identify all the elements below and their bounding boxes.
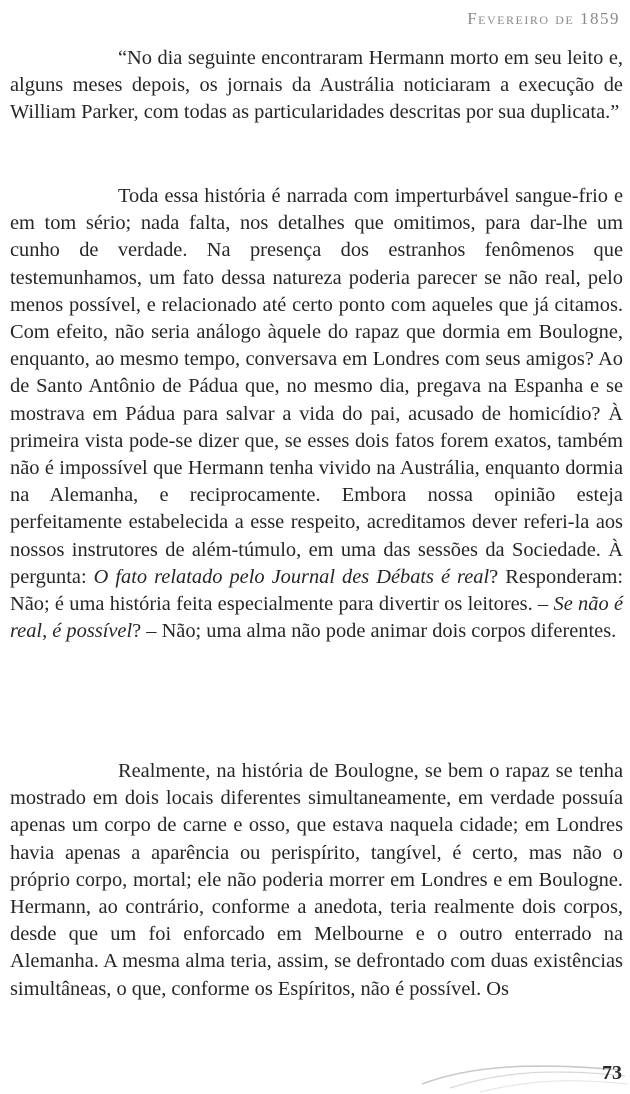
paragraph-3: Realmente, na história de Boulogne, se bem o rapaz se tenha mostrado em dois locais diferentes simultaneamente, em verdade possuía apenas um corpo de carne e osso, que estava naquela cidade; em Londres havia apenas a aparência ou perispírito, tangível, é certo, mas não o próprio corpo, mortal; ele não poderia morrer em Londres e em Boulogne. Hermann, ao contrário, conforme a anedota, teria realmente dois corpos, desde que um foi enforcado em Melbourne e o outro enterrado na Alemanha. A mesma alma teria, assim, se defrontado com duas existências simultâneas, o que, conforme os Espíritos, não é possível. Os <box>10 760 623 1000</box>
footer-swoosh-ornament <box>420 1058 630 1094</box>
running-header: Fevereiro de 1859 <box>467 9 620 28</box>
page-number: 73 <box>602 1062 622 1084</box>
paragraph-2-text-c: ? Responderam: Não; é uma história feita especialmente para divertir os leitores. – <box>10 565 624 616</box>
paragraph-1: “No dia seguinte encontraram Hermann morto em seu leito e, alguns meses depois, os jornais da Austrália noticiaram a execução de William Parker, com todas as particularidades descritas por sua duplicata.” <box>10 47 623 124</box>
paragraph-2-text-e: ? – Não; uma alma não pode animar dois corpos diferentes. <box>132 620 617 643</box>
paragraph-2-text-a: Toda essa história é narrada com imperturbável sangue-frio e em tom sério; nada falta, nos detalhes que omitimos, para dar-lhe um cunho de verdade. Na presença dos estranhos fenômenos que testemunhamos, um fato dessa natureza poderia parecer se não real, pelo menos possível, e relacionado até certo ponto com aqueles que já citamos. Com efeito, não seria análogo àquele do rapaz que dormia em Boulogne, enquanto, ao mesmo tempo, conversava em Londres com seus amigos? Ao de Santo Antônio de Pádua que, no mesmo dia, pregava na Espanha e se mostrava em Pádua para salvar a vida do pai, acusado de homicídio? À primeira vista pode-se dizer que, se esses dois fatos forem exatos, também não é impossível que Hermann tenha vivido na Austrália, enquanto dormia na Alemanha, e reciprocamente. Embora nossa opinião esteja perfeitamente estabelecida a esse respeito, acreditamos dever referi-la aos nossos instrutores de além-túmulo, em uma das sessões da Sociedade. À pergunta: <box>10 185 623 588</box>
paragraph-2-italic-question: O fato relatado pelo Journal des Débats é real <box>93 565 490 588</box>
paragraph-2-italic-question-2: Se não é real, é possível <box>10 593 623 643</box>
paragraph-2 <box>10 183 623 645</box>
